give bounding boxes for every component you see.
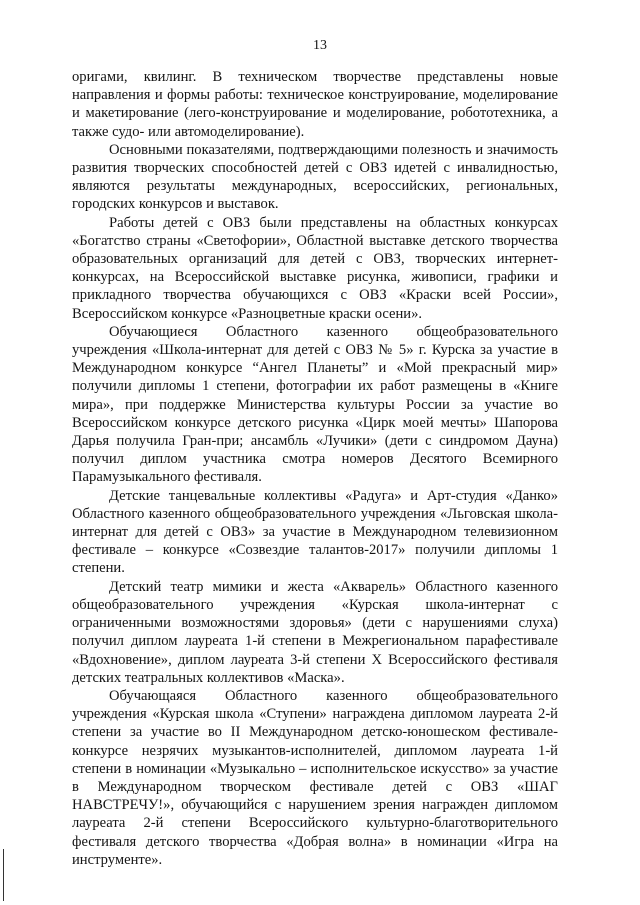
paragraph-indicators: Основными показателями, подтверждающими полезность и значимость развития творческих способностей детей с ОВЗ идетей с инвалидностью, являются результаты международных, всероссийских, региональных, городских конкурсов и выставок. xyxy=(72,141,558,213)
paragraph-crafts-continuation: оригами, квилинг. В техническом творчестве представлены новые направления и формы работы: техническое конструирование, моделирование и макетирование (лего-конструирование и моделирование, робототехника, а также судо- или автомоделирование). xyxy=(72,69,558,140)
paragraph-mime-theatre: Детский театр мимики и жеста «Акварель» Областного казенного общеобразовательного учреждения «Курская школа-интернат с ограниченными возможностями здоровья» (дети с нарушениями слуха) получил диплом лауреата 1-й степени в Межрегиональном парафестивале «Вдохновение», диплом лауреата 3-й степени X Всероссийского фестиваля детских театральных коллективов «Маска». xyxy=(72,578,558,686)
page-number: 13 xyxy=(313,38,327,53)
paragraph-school-5-awards: Обучающиеся Областного казенного общеобразовательного учреждения «Школа-интернат для детей с ОВЗ № 5» г. Курска за участие в Международном конкурсе “Ангел Планеты” и «Мой прекрасный мир» получили дипломы 1 степени, фотографии их работ размещены в «Книге мира», при поддержке Министерства культуры России за участие во Всероссийском конкурсе детского рисунка «Цирк моей мечты» Шапорова Дарья получила Гран-при; ансамбль «Лучики» (дети с синдромом Дауна) получил диплом участника смотра номеров Десятого Всемирного Парамузыкального фестиваля. xyxy=(72,323,558,486)
scan-edge-line xyxy=(3,849,4,901)
body-text xyxy=(72,68,558,869)
paragraph-regional-contests: Работы детей с ОВЗ были представлены на областных конкурсах «Богатство страны «Светофории», Областной выставке детского творчества образовательных организаций для детей с ОВЗ, творческих интернет-конкурсах, на Всероссийской выставке рисунка, живописи, графики и прикладного творчества обучающихся с ОВЗ «Краски всей России», Всероссийском конкурсе «Разноцветные краски осени». xyxy=(72,214,558,322)
paragraph-music-awards: Обучающаяся Областного казенного общеобразовательного учреждения «Курская школа «Ступени» награждена дипломом лауреата 2-й степени за участие во II Международном детско-юношеском фестивале-конкурсе незрячих музыкантов-исполнителей, дипломом лауреата 1-й степени в номинации «Музыкально – исполнительское искусство» за участие в Международном творческом фестивале детей с ОВЗ «ШАГ НАВСТРЕЧУ!», обучающийся с нарушением зрения награжден дипломом лауреата 2-й степени Всероссийского культурно-благотворительного фестиваля детского творчества «Добрая волна» в номинации «Игра на инструменте». xyxy=(72,687,558,868)
paragraph-dance-collectives: Детские танцевальные коллективы «Радуга» и Арт-студия «Данко» Областного казенного общеобразовательного учреждения «Льговская школа-интернат для детей с ОВЗ» за участие в Международном телевизионном фестивале – конкурсе «Созвездие талантов-2017» получили дипломы 1 степени. xyxy=(72,487,558,577)
